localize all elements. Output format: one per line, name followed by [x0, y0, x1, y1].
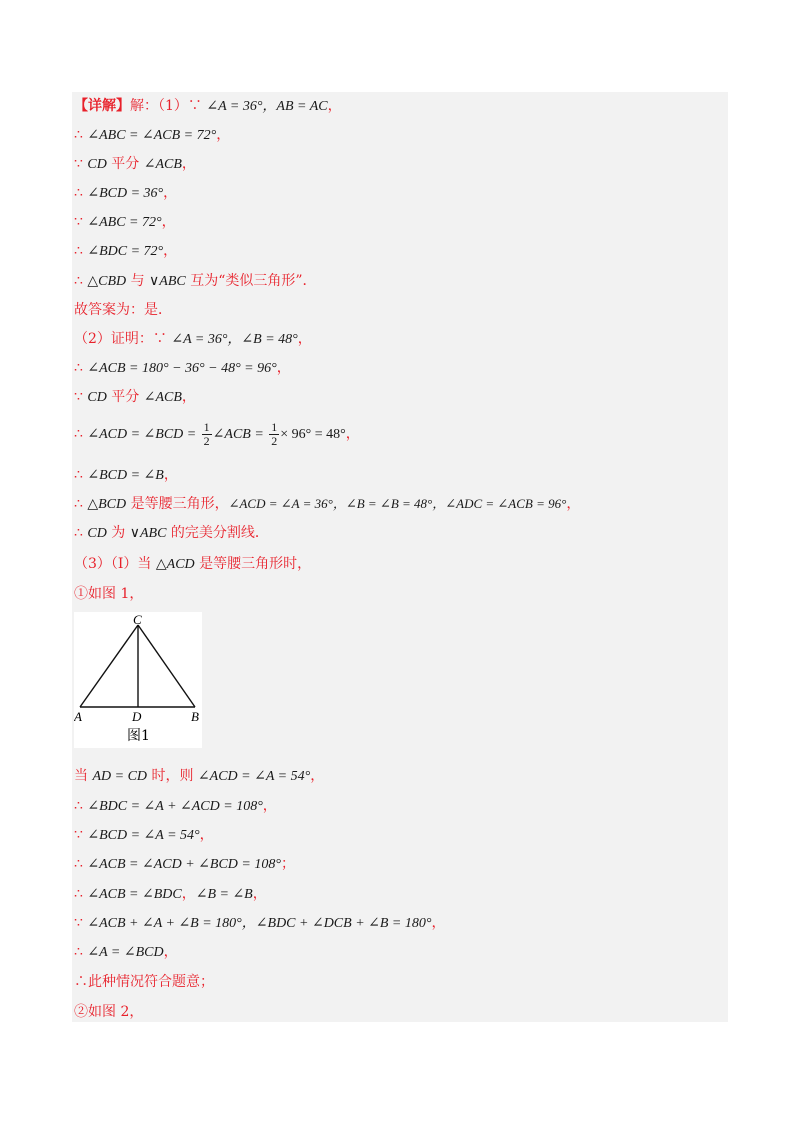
solution-line-26: ②如图 2，: [74, 1004, 144, 1020]
solution-line-21: ∴ ∠ACB = ∠ACD + ∠BCD = 108°；: [74, 856, 295, 872]
label-a: A: [74, 709, 82, 724]
solution-line-22: ∴ ∠ACB = ∠BDC，∠B = ∠B，: [74, 886, 267, 902]
solution-line-7: ∴ △CBD 与 ∨ABC 互为“类似三角形”．: [74, 273, 317, 289]
label-d: D: [132, 709, 142, 724]
solution-line-1: 【详解】解：（1）∵ ∠A = 36°，AB = AC，: [74, 98, 342, 114]
solution-line-15: ∴ CD 为 ∨ABC 的完美分割线．: [74, 525, 269, 541]
side-ac: [80, 625, 138, 707]
solution-line-12: ∴ ∠ACD = ∠BCD = $\frac{1}{2}$ ∠ACB = $\frac{1}{2}$ × 96° = 48°，: [74, 419, 360, 448]
solution-line-6: ∴ ∠BDC = 72°，: [74, 243, 178, 259]
solution-line-14: ∴ △BCD 是等腰三角形，∠ACD = ∠A = 36°，∠B = ∠B = 48°，∠ADC = ∠ACB = 96°，: [74, 496, 581, 512]
solution-line-23: ∵ ∠ACB + ∠A + ∠B = 180°，∠BDC + ∠DCB + ∠B = 180°，: [74, 915, 446, 931]
solution-line-9: （2）证明：∵ ∠A = 36°，∠B = 48°，: [74, 331, 312, 347]
figure-1: [74, 612, 202, 748]
solution-line-19: ∴ ∠BDC = ∠A + ∠ACD = 108°，: [74, 798, 277, 814]
solution-line-24: ∴ ∠A = ∠BCD，: [74, 944, 178, 960]
figure-caption: 图1: [127, 728, 150, 744]
fraction-half: $\frac{1}{2}$: [271, 419, 278, 448]
fraction-half: $\frac{1}{2}$: [203, 419, 210, 448]
solution-line-8: 故答案为：是．: [74, 302, 172, 318]
solution-line-11: ∵ CD 平分 ∠ACB，: [74, 389, 196, 405]
side-bc: [138, 625, 195, 707]
solution-line-25: ∴此种情况符合题意；: [74, 974, 214, 990]
solution-line-17: ①如图 1，: [74, 586, 144, 602]
solution-line-16: （3）（Ⅰ）当 △ACD 是等腰三角形时，: [74, 556, 312, 572]
detail-tag: 【详解】: [74, 98, 130, 114]
label-c: C: [133, 612, 142, 627]
solution-line-4: ∴ ∠BCD = 36°，: [74, 185, 178, 201]
solution-line-20: ∵ ∠BCD = ∠A = 54°，: [74, 827, 214, 843]
label-b: B: [191, 709, 199, 724]
solution-line-10: ∴ ∠ACB = 180° − 36° − 48° = 96°，: [74, 360, 291, 376]
solution-line-13: ∴ ∠BCD = ∠B，: [74, 467, 178, 483]
solution-line-3: ∵ CD 平分 ∠ACB，: [74, 156, 196, 172]
solution-line-18: 当 AD = CD 时，则 ∠ACD = ∠A = 54°，: [74, 768, 325, 784]
triangle-diagram: [74, 612, 202, 748]
solution-line-5: ∵ ∠ABC = 72°，: [74, 214, 176, 230]
solution-line-2: ∴ ∠ABC = ∠ACB = 72°，: [74, 127, 231, 143]
